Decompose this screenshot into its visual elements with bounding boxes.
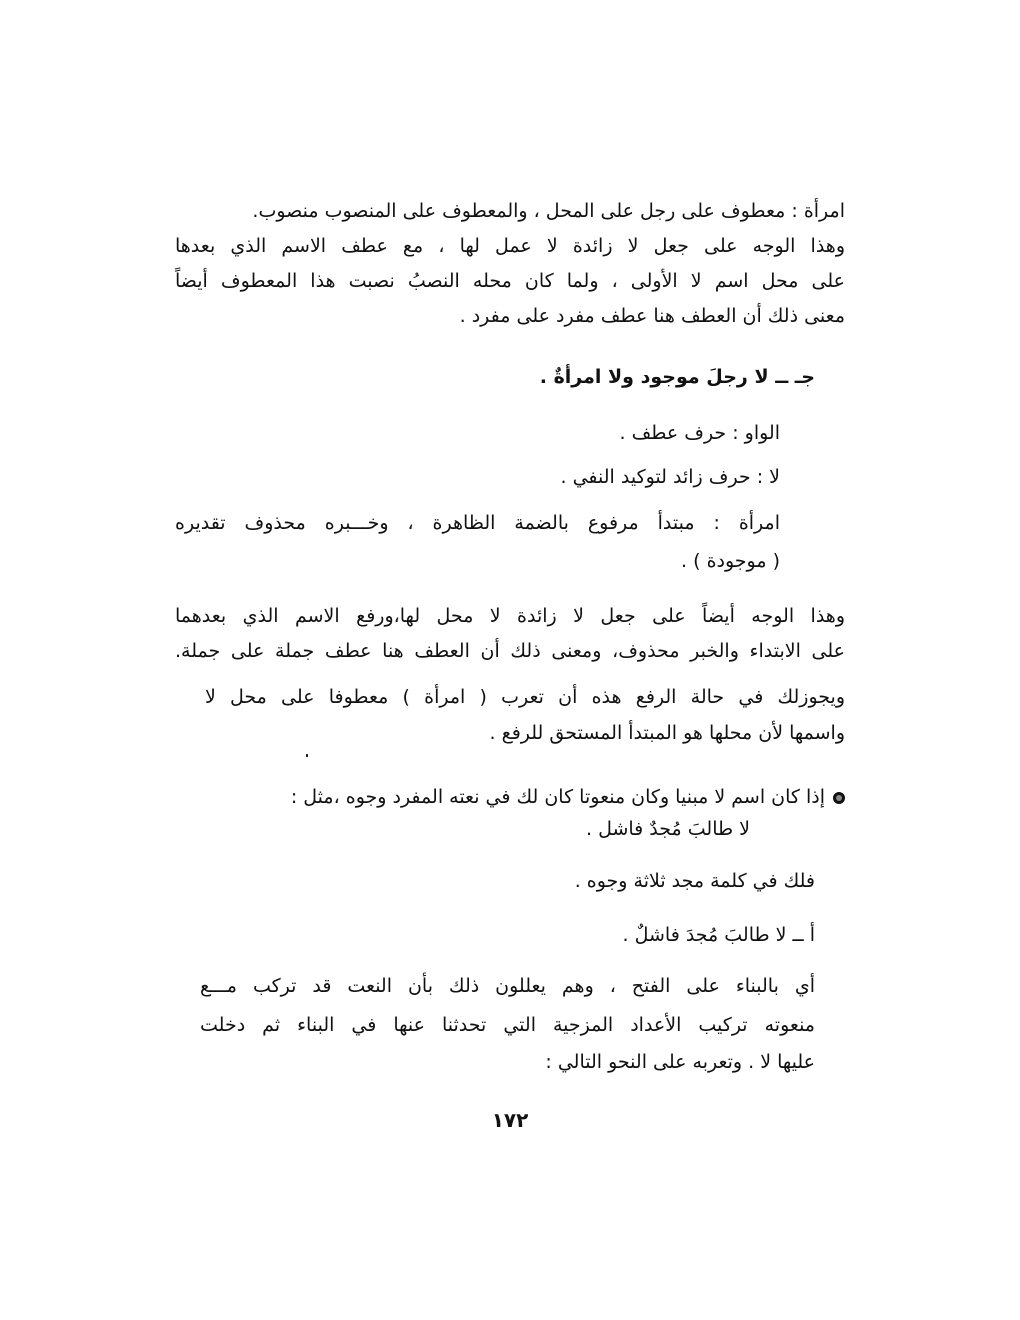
paragraph-3-line-1: ويجوزلك في حالة الرفع هذه أن تعرب ( امرأة ) معطوفا على محل لا bbox=[205, 686, 845, 708]
paragraph-1-line-4: معنى ذلك أن العطف هنا عطف مفرد على مفرد . bbox=[459, 305, 845, 327]
three-cases-note: فلك في كلمة مجد ثلاثة وجوه . bbox=[574, 870, 815, 892]
page-number: ١٧٢ bbox=[491, 1108, 529, 1132]
example-c-item-imraa: امرأة : مبتدأ مرفوع بالضمة الظاهرة ، وخـــبره محذوف تقديره bbox=[175, 512, 780, 534]
example-c-item-waw: الواو : حرف عطف . bbox=[619, 422, 780, 444]
bullet-rule-line-1 bbox=[175, 782, 845, 812]
scan-speck bbox=[306, 754, 308, 757]
bullet-rule-text: إذا كان اسم لا مبنيا وكان منعوتا كان لك في نعته المفرد وجوه ،مثل : bbox=[290, 786, 825, 808]
example-a-heading: أ ــ لا طالبَ مُجدَ فاشلٌ . bbox=[622, 924, 815, 946]
paragraph-4-line-3: عليها لا . وتعربه على النحو التالي : bbox=[545, 1051, 815, 1073]
paragraph-2-line-1: وهذا الوجه أيضاً على جعل لا زائدة لا محل لها،ورفع الاسم الذي بعدهما bbox=[175, 605, 845, 627]
paragraph-4-line-1: أي بالبناء على الفتح ، وهم يعللون ذلك بأن النعت قد تركب مـــع bbox=[200, 975, 815, 997]
bullet-icon bbox=[833, 792, 845, 804]
paragraph-1-line-3: على محل اسم لا الأولى ، ولما كان محله النصبُ نصبت هذا المعطوف أيضاً bbox=[175, 270, 845, 292]
example-c-item-mawjuda: ( موجودة ) . bbox=[681, 550, 780, 572]
example-c-item-la: لا : حرف زائد لتوكيد النفي . bbox=[560, 466, 780, 488]
paragraph-1-line-1: امرأة : معطوف على رجل على المحل ، والمعطوف على المنصوب منصوب. bbox=[252, 200, 845, 222]
paragraph-4-line-2: منعوته تركيب الأعداد المزجية التي تحدثنا عنها في البناء ثم دخلت bbox=[200, 1014, 815, 1036]
paragraph-3-line-2: واسمها لأن محلها هو المبتدأ المستحق للرفع . bbox=[489, 722, 845, 744]
paragraph-2-line-2: على الابتداء والخبر محذوف، ومعنى ذلك أن العطف هنا عطف جملة على جملة. bbox=[175, 640, 845, 662]
example-c-heading: جـ ــ لا رجلَ موجود ولا امرأةٌ . bbox=[539, 366, 815, 388]
paragraph-1-line-2: وهذا الوجه على جعل لا زائدة لا عمل لها ، مع عطف الاسم الذي بعدها bbox=[175, 235, 845, 257]
bullet-rule-example: لا طالبَ مُجدٌ فاشل . bbox=[586, 818, 750, 840]
